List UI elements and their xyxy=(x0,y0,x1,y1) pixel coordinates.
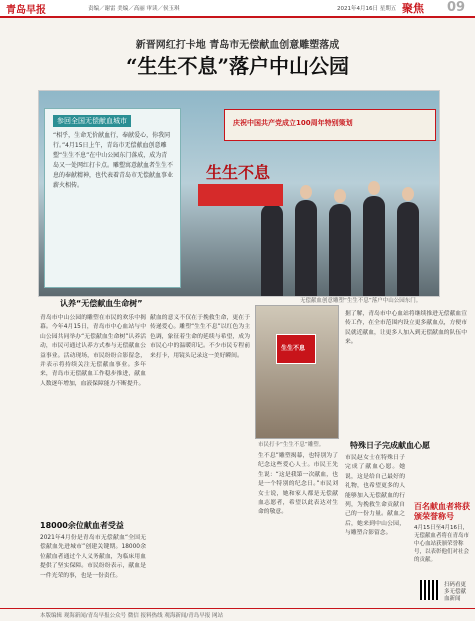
text-column-4: 生不息”雕塑揭幕，也特别为了纪念这些爱心人士。市民王先生说：“这是我第一次献血，也是一个特别的纪念日。”市民刘女士说，她和家人都是无偿献血志愿者，希望以此表达对生命的敬意。 xyxy=(258,453,338,516)
person-figure xyxy=(397,202,419,296)
celebration-banner xyxy=(224,109,436,141)
newspaper-logo: 青岛早报 xyxy=(6,5,46,16)
sculpture-word: 生生不息 xyxy=(206,163,271,182)
person-head xyxy=(402,187,414,201)
photo-caption-2: 市民打卡“生生不息”雕塑。 xyxy=(258,442,325,448)
text-column-5: 据了解，青岛市中心血站将继续推进无偿献血宣传工作，在全市范围内设立更多献血点，方便市民就近献血，让更多人加入到无偿献血的队伍中来。 xyxy=(345,311,467,346)
person-head xyxy=(300,185,312,199)
person-figure xyxy=(261,204,283,296)
page-footer xyxy=(0,608,475,621)
article-headline: “生生不息”落户中山公园 xyxy=(125,54,349,78)
editors-line: 责编／谢雷 美编／高丽 审读／侯玉琪 xyxy=(88,6,180,12)
sign-board xyxy=(276,334,316,364)
photo-caption: 无偿献血创意雕塑“生生不息”落户中山公园东门。 xyxy=(300,298,422,304)
person-figure xyxy=(329,204,351,296)
qr-code-icon[interactable] xyxy=(420,580,440,600)
sidebar-box-title: 参回全国无偿献血城市 xyxy=(53,115,131,127)
board-text: 生生不息 xyxy=(281,345,306,352)
subhead-1: 认养“无偿献血生命树” xyxy=(60,299,143,308)
sculpture-image xyxy=(198,150,283,210)
second-photo xyxy=(255,305,339,439)
sculpture-base xyxy=(198,184,283,206)
subhead-2: 18000余位献血者受益 xyxy=(40,521,124,530)
section-title: 聚焦 xyxy=(402,2,424,15)
qr-label: 扫码看更多无偿献血新闻 xyxy=(444,582,467,602)
honor-box-title: 百名献血者将获颁荣誉称号 xyxy=(414,502,470,521)
page-number: 09 xyxy=(447,0,466,15)
person-head xyxy=(368,181,380,195)
person-figure xyxy=(363,196,385,296)
issue-date: 2021年4月16日 星期五 xyxy=(337,6,397,12)
honor-box-text: 4月15日至4月16日，无偿献血者将在青岛市中心血站获颁荣誉称号，以表彰他们对社会的贡献。 xyxy=(414,525,470,563)
text-column-2: 2021年4月份是青岛市无偿献血“全国无偿献血先进城市”创建关键期。18000余位献血者通过个人义务献血，为临床用血提供了坚实保障。市民纷纷表示，献血是一件光荣的事，也是一份责任。 xyxy=(40,535,146,579)
subhead-3: 特殊日子完成献血心愿 xyxy=(350,441,430,450)
article-kicker: 新晋网红打卡地 青岛市无偿献血创意雕塑落成 xyxy=(135,40,340,51)
text-column-3: 献血的意义不仅在于挽救生命，更在于传递爱心。雕塑“生生不息”以红色为主色调，象征着生命的延续与希望，成为市民心中的温暖印记。不少市民专程前来打卡，用镜头记录这一美好瞬间。 xyxy=(150,315,250,359)
text-column-6: 市民赵女士在特殊日子完成了献血心愿。她说，这是给自己最好的礼物，也希望更多的人能够加入无偿献血的行列，为挽救生命贡献自己的一份力量。献血之后，她来到中山公园，与雕塑合影留念。 xyxy=(345,455,405,537)
text-column-1: 青岛市中山公园的雕塑在市民的欢乐中揭幕。今年4月15日，青岛市中心血站与中山公园共同举办“无偿献血生命树”认养活动，市民可通过认养方式参与无偿献血公益事业。活动现场，市民纷纷合影留念，并表示将持续关注无偿献血事业。多年来，青岛市无偿献血工作稳步推进，献血人数逐年增加，血液保障能力不断提升。 xyxy=(40,315,146,387)
sidebar-box-text: “相乎，生命无价献血行，奉献爱心，你我同行。”4月15日上午，青岛市无偿献血创意雕塑“生生不息”在中山公园东门落成，成为青岛又一处网红打卡点。雕塑寓意献血者生生不息的奉献精神，也代表着青岛市无偿献血事业薪火相传。 xyxy=(53,132,174,189)
footer-text: 本版编辑 观海新闻/青岛早报公众号 微信 报料热线 观海新闻/青岛早报 网站 xyxy=(40,613,223,619)
person-head xyxy=(334,189,346,203)
banner-text: 庆祝中国共产党成立100周年特别策划 xyxy=(233,119,353,127)
page-header xyxy=(0,0,475,18)
person-figure xyxy=(295,200,317,296)
sidebar-box xyxy=(44,108,181,288)
